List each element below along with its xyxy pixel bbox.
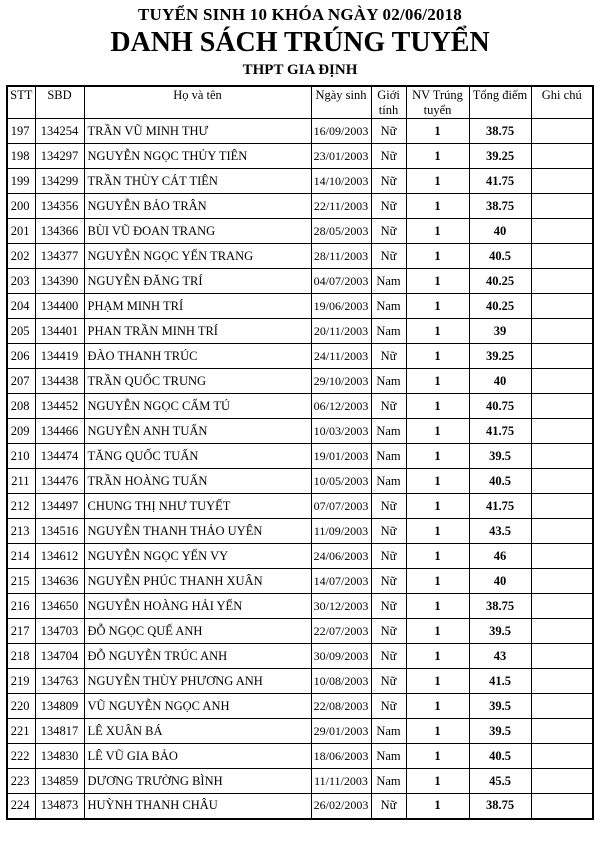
cell-stt: 204 (7, 294, 35, 319)
cell-nv: 1 (406, 169, 469, 194)
cell-gender: Nữ (371, 119, 406, 144)
cell-note (531, 569, 593, 594)
table-row (7, 519, 593, 544)
cell-gender: Nữ (371, 544, 406, 569)
cell-dob: 07/07/2003 (311, 494, 371, 519)
table-row (7, 144, 593, 169)
cell-nv: 1 (406, 544, 469, 569)
cell-gender: Nữ (371, 519, 406, 544)
cell-stt: 224 (7, 794, 35, 819)
cell-note (531, 544, 593, 569)
cell-stt: 212 (7, 494, 35, 519)
cell-name: NGUYỄN ANH TUẤN (84, 419, 311, 444)
cell-dob: 04/07/2003 (311, 269, 371, 294)
cell-stt: 210 (7, 444, 35, 469)
cell-nv: 1 (406, 269, 469, 294)
cell-sbd: 134438 (35, 369, 84, 394)
cell-gender: Nam (371, 319, 406, 344)
cell-name: PHẠM MINH TRÍ (84, 294, 311, 319)
cell-stt: 201 (7, 219, 35, 244)
table-row (7, 344, 593, 369)
header-cell-name: Họ và tên (84, 86, 311, 119)
cell-nv: 1 (406, 594, 469, 619)
table-row (7, 219, 593, 244)
cell-gender: Nữ (371, 394, 406, 419)
cell-nv: 1 (406, 244, 469, 269)
header-cell-score: Tổng điểm (469, 86, 531, 119)
cell-gender: Nữ (371, 194, 406, 219)
table-row (7, 644, 593, 669)
cell-name: TRẦN HOÀNG TUẤN (84, 469, 311, 494)
cell-gender: Nữ (371, 694, 406, 719)
cell-score: 43.5 (469, 519, 531, 544)
table-row (7, 169, 593, 194)
cell-gender: Nam (371, 269, 406, 294)
table-row (7, 794, 593, 819)
cell-score: 45.5 (469, 769, 531, 794)
cell-dob: 19/06/2003 (311, 294, 371, 319)
cell-note (531, 469, 593, 494)
cell-note (531, 444, 593, 469)
cell-score: 39.5 (469, 444, 531, 469)
cell-nv: 1 (406, 569, 469, 594)
table-row (7, 319, 593, 344)
cell-gender: Nữ (371, 644, 406, 669)
cell-score: 39.25 (469, 144, 531, 169)
table-row (7, 394, 593, 419)
cell-note (531, 219, 593, 244)
cell-name: NGUYỄN PHÚC THANH XUÂN (84, 569, 311, 594)
cell-score: 39.5 (469, 694, 531, 719)
cell-stt: 220 (7, 694, 35, 719)
cell-sbd: 134452 (35, 394, 84, 419)
table-row (7, 544, 593, 569)
cell-nv: 1 (406, 719, 469, 744)
table-row (7, 719, 593, 744)
cell-note (531, 194, 593, 219)
cell-gender: Nam (371, 719, 406, 744)
cell-gender: Nam (371, 444, 406, 469)
cell-sbd: 134817 (35, 719, 84, 744)
cell-note (531, 744, 593, 769)
cell-stt: 211 (7, 469, 35, 494)
cell-sbd: 134390 (35, 269, 84, 294)
cell-gender: Nam (371, 769, 406, 794)
cell-stt: 222 (7, 744, 35, 769)
cell-stt: 199 (7, 169, 35, 194)
cell-nv: 1 (406, 469, 469, 494)
cell-note (531, 169, 593, 194)
cell-score: 39.5 (469, 619, 531, 644)
cell-score: 39.5 (469, 719, 531, 744)
cell-gender: Nữ (371, 569, 406, 594)
cell-note (531, 769, 593, 794)
cell-sbd: 134297 (35, 144, 84, 169)
cell-note (531, 294, 593, 319)
table-row (7, 619, 593, 644)
cell-note (531, 369, 593, 394)
cell-note (531, 694, 593, 719)
header-cell-note: Ghi chú (531, 86, 593, 119)
cell-sbd: 134419 (35, 344, 84, 369)
table-row (7, 744, 593, 769)
cell-dob: 22/11/2003 (311, 194, 371, 219)
cell-nv: 1 (406, 644, 469, 669)
cell-nv: 1 (406, 219, 469, 244)
cell-dob: 28/11/2003 (311, 244, 371, 269)
cell-stt: 219 (7, 669, 35, 694)
header-cell-stt: STT (7, 86, 35, 119)
cell-gender: Nữ (371, 669, 406, 694)
cell-gender: Nam (371, 294, 406, 319)
cell-nv: 1 (406, 794, 469, 819)
school-name: THPT GIA ĐỊNH (242, 62, 358, 78)
table-row (7, 369, 593, 394)
cell-name: VŨ NGUYỄN NGỌC ANH (84, 694, 311, 719)
cell-name: TRẦN THÙY CÁT TIÊN (84, 169, 311, 194)
cell-stt: 223 (7, 769, 35, 794)
cell-name: ĐỖ NGỌC QUẾ ANH (84, 619, 311, 644)
cell-name: TĂNG QUỐC TUẤN (84, 444, 311, 469)
cell-dob: 10/08/2003 (311, 669, 371, 694)
cell-nv: 1 (406, 619, 469, 644)
header-cell-nv: NV Trúng tuyển (406, 86, 469, 119)
cell-nv: 1 (406, 119, 469, 144)
cell-score: 38.75 (469, 119, 531, 144)
cell-dob: 06/12/2003 (311, 394, 371, 419)
cell-nv: 1 (406, 369, 469, 394)
cell-name: NGUYỄN NGỌC YẾN VY (84, 544, 311, 569)
cell-note (531, 494, 593, 519)
cell-sbd: 134636 (35, 569, 84, 594)
cell-note (531, 669, 593, 694)
cell-nv: 1 (406, 519, 469, 544)
cell-stt: 209 (7, 419, 35, 444)
table-row (7, 119, 593, 144)
header-cell-sbd: SBD (35, 86, 84, 119)
cell-sbd: 134466 (35, 419, 84, 444)
cell-stt: 207 (7, 369, 35, 394)
cell-score: 41.75 (469, 169, 531, 194)
cell-sbd: 134612 (35, 544, 84, 569)
cell-name: PHAN TRẦN MINH TRÍ (84, 319, 311, 344)
page-subtitle: DANH SÁCH TRÚNG TUYỂN (110, 27, 490, 58)
cell-stt: 221 (7, 719, 35, 744)
cell-gender: Nam (371, 369, 406, 394)
cell-sbd: 134401 (35, 319, 84, 344)
table-row (7, 494, 593, 519)
cell-score: 40.75 (469, 394, 531, 419)
page-title: TUYỂN SINH 10 KHÓA NGÀY 02/06/2018 (137, 5, 462, 24)
cell-name: LÊ VŨ GIA BẢO (84, 744, 311, 769)
cell-dob: 20/11/2003 (311, 319, 371, 344)
cell-dob: 24/11/2003 (311, 344, 371, 369)
cell-name: TRẦN QUỐC TRUNG (84, 369, 311, 394)
cell-note (531, 794, 593, 819)
cell-gender: Nam (371, 744, 406, 769)
cell-score: 41.75 (469, 419, 531, 444)
cell-score: 38.75 (469, 194, 531, 219)
cell-name: NGUYỄN BẢO TRÂN (84, 194, 311, 219)
cell-score: 41.75 (469, 494, 531, 519)
cell-gender: Nam (371, 469, 406, 494)
cell-dob: 29/01/2003 (311, 719, 371, 744)
cell-dob: 26/02/2003 (311, 794, 371, 819)
cell-stt: 215 (7, 569, 35, 594)
cell-dob: 16/09/2003 (311, 119, 371, 144)
cell-stt: 206 (7, 344, 35, 369)
cell-sbd: 134809 (35, 694, 84, 719)
cell-nv: 1 (406, 144, 469, 169)
cell-score: 40.5 (469, 744, 531, 769)
cell-name: DƯƠNG TRƯỜNG BÌNH (84, 769, 311, 794)
cell-sbd: 134377 (35, 244, 84, 269)
cell-name: ĐỖ NGUYỄN TRÚC ANH (84, 644, 311, 669)
cell-gender: Nữ (371, 219, 406, 244)
header-row (7, 86, 593, 119)
cell-stt: 202 (7, 244, 35, 269)
table-header (7, 86, 593, 119)
cell-nv: 1 (406, 744, 469, 769)
table-row (7, 569, 593, 594)
cell-nv: 1 (406, 344, 469, 369)
cell-note (531, 394, 593, 419)
cell-stt: 208 (7, 394, 35, 419)
cell-name: NGUYỄN ĐĂNG TRÍ (84, 269, 311, 294)
cell-dob: 24/06/2003 (311, 544, 371, 569)
cell-note (531, 719, 593, 744)
cell-note (531, 119, 593, 144)
cell-sbd: 134254 (35, 119, 84, 144)
table-row (7, 769, 593, 794)
table-row (7, 469, 593, 494)
cell-nv: 1 (406, 419, 469, 444)
cell-dob: 14/07/2003 (311, 569, 371, 594)
cell-gender: Nữ (371, 619, 406, 644)
cell-score: 40 (469, 369, 531, 394)
table-row (7, 669, 593, 694)
cell-name: NGUYỄN HOÀNG HẢI YẾN (84, 594, 311, 619)
cell-gender: Nữ (371, 169, 406, 194)
cell-stt: 200 (7, 194, 35, 219)
cell-score: 40 (469, 569, 531, 594)
cell-dob: 22/07/2003 (311, 619, 371, 644)
cell-stt: 203 (7, 269, 35, 294)
cell-note (531, 269, 593, 294)
cell-dob: 22/08/2003 (311, 694, 371, 719)
cell-name: TRẦN VŨ MINH THƯ (84, 119, 311, 144)
cell-dob: 10/03/2003 (311, 419, 371, 444)
cell-score: 40.5 (469, 469, 531, 494)
cell-gender: Nữ (371, 494, 406, 519)
cell-score: 40 (469, 219, 531, 244)
table-row (7, 194, 593, 219)
cell-score: 38.75 (469, 794, 531, 819)
cell-note (531, 519, 593, 544)
cell-name: HUỲNH THANH CHÂU (84, 794, 311, 819)
cell-name: CHUNG THỊ NHƯ TUYẾT (84, 494, 311, 519)
cell-name: NGUYỄN THANH THẢO UYÊN (84, 519, 311, 544)
cell-gender: Nữ (371, 344, 406, 369)
cell-name: BÙI VŨ ĐOAN TRANG (84, 219, 311, 244)
cell-note (531, 344, 593, 369)
cell-sbd: 134474 (35, 444, 84, 469)
cell-stt: 217 (7, 619, 35, 644)
cell-dob: 10/05/2003 (311, 469, 371, 494)
cell-sbd: 134497 (35, 494, 84, 519)
cell-dob: 30/09/2003 (311, 644, 371, 669)
cell-note (531, 144, 593, 169)
cell-note (531, 619, 593, 644)
cell-nv: 1 (406, 694, 469, 719)
results-table (6, 85, 594, 820)
cell-name: NGUYỄN THÙY PHƯƠNG ANH (84, 669, 311, 694)
table-row (7, 269, 593, 294)
cell-score: 40.25 (469, 269, 531, 294)
cell-sbd: 134830 (35, 744, 84, 769)
cell-gender: Nữ (371, 144, 406, 169)
cell-nv: 1 (406, 769, 469, 794)
results-body (7, 119, 593, 819)
cell-score: 43 (469, 644, 531, 669)
cell-dob: 23/01/2003 (311, 144, 371, 169)
cell-stt: 218 (7, 644, 35, 669)
cell-sbd: 134763 (35, 669, 84, 694)
cell-dob: 19/01/2003 (311, 444, 371, 469)
cell-dob: 29/10/2003 (311, 369, 371, 394)
cell-note (531, 244, 593, 269)
cell-sbd: 134366 (35, 219, 84, 244)
cell-nv: 1 (406, 294, 469, 319)
cell-note (531, 319, 593, 344)
cell-sbd: 134516 (35, 519, 84, 544)
cell-sbd: 134859 (35, 769, 84, 794)
cell-dob: 11/09/2003 (311, 519, 371, 544)
cell-nv: 1 (406, 494, 469, 519)
header-cell-dob: Ngày sinh (311, 86, 371, 119)
cell-sbd: 134873 (35, 794, 84, 819)
table-row (7, 294, 593, 319)
table-row (7, 244, 593, 269)
cell-stt: 198 (7, 144, 35, 169)
cell-stt: 205 (7, 319, 35, 344)
cell-sbd: 134704 (35, 644, 84, 669)
cell-name: ĐÀO THANH TRÚC (84, 344, 311, 369)
cell-stt: 197 (7, 119, 35, 144)
cell-name: NGUYỄN NGỌC THỦY TIÊN (84, 144, 311, 169)
cell-note (531, 594, 593, 619)
cell-gender: Nữ (371, 244, 406, 269)
cell-nv: 1 (406, 319, 469, 344)
cell-nv: 1 (406, 194, 469, 219)
table-row (7, 694, 593, 719)
cell-dob: 11/11/2003 (311, 769, 371, 794)
cell-dob: 28/05/2003 (311, 219, 371, 244)
cell-gender: Nam (371, 419, 406, 444)
cell-nv: 1 (406, 394, 469, 419)
cell-name: NGUYỄN NGỌC CẨM TÚ (84, 394, 311, 419)
cell-score: 39 (469, 319, 531, 344)
cell-dob: 18/06/2003 (311, 744, 371, 769)
table-row (7, 444, 593, 469)
cell-score: 41.5 (469, 669, 531, 694)
cell-sbd: 134400 (35, 294, 84, 319)
cell-stt: 213 (7, 519, 35, 544)
table-row (7, 419, 593, 444)
cell-dob: 30/12/2003 (311, 594, 371, 619)
cell-note (531, 419, 593, 444)
cell-note (531, 644, 593, 669)
cell-sbd: 134703 (35, 619, 84, 644)
cell-score: 38.75 (469, 594, 531, 619)
cell-gender: Nữ (371, 594, 406, 619)
cell-name: NGUYỄN NGỌC YẾN TRANG (84, 244, 311, 269)
cell-nv: 1 (406, 669, 469, 694)
cell-score: 39.25 (469, 344, 531, 369)
cell-stt: 214 (7, 544, 35, 569)
cell-sbd: 134476 (35, 469, 84, 494)
cell-score: 46 (469, 544, 531, 569)
cell-nv: 1 (406, 444, 469, 469)
cell-sbd: 134650 (35, 594, 84, 619)
cell-score: 40.25 (469, 294, 531, 319)
cell-dob: 14/10/2003 (311, 169, 371, 194)
cell-sbd: 134299 (35, 169, 84, 194)
cell-gender: Nữ (371, 794, 406, 819)
cell-name: LÊ XUÂN BÁ (84, 719, 311, 744)
cell-stt: 216 (7, 594, 35, 619)
cell-score: 40.5 (469, 244, 531, 269)
table-row (7, 594, 593, 619)
header-cell-gender: Giới tính (371, 86, 406, 119)
cell-sbd: 134356 (35, 194, 84, 219)
